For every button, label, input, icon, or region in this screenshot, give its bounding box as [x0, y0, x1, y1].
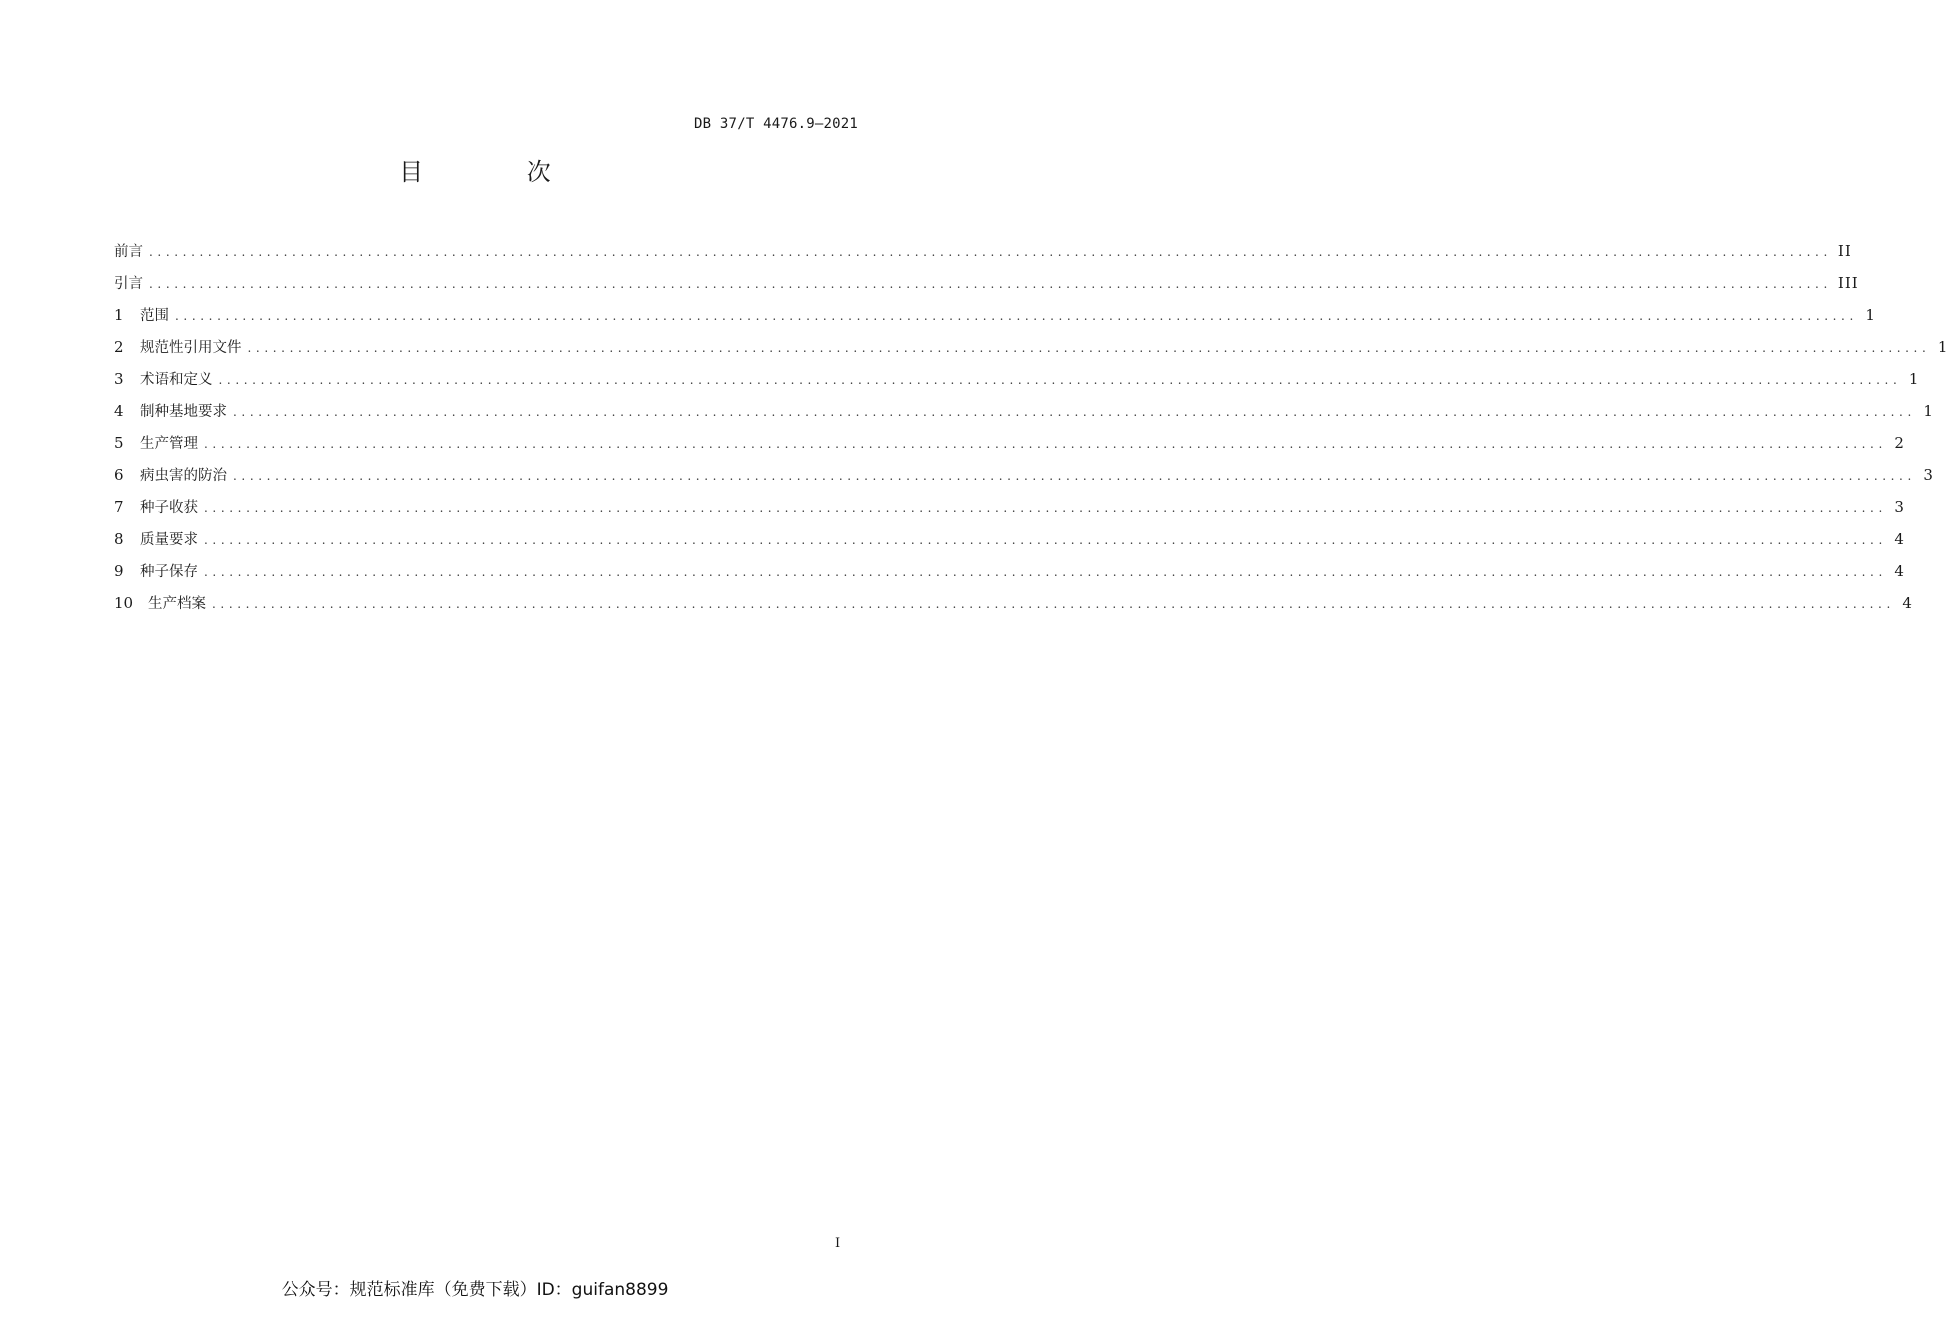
toc-entry[interactable]	[114, 464, 1934, 496]
toc-entry-number: 6	[114, 466, 124, 484]
footer-note: 公众号：规范标准库（免费下载）ID：guifan8899	[281, 1280, 669, 1300]
table-of-contents	[114, 240, 1948, 624]
toc-leader-dots: ........................................................................................................................................................................................................	[204, 565, 1887, 579]
toc-entry-label: 引言	[114, 276, 143, 292]
toc-leader-dots: ........................................................................................................................................................................................................	[218, 373, 1902, 387]
toc-entry[interactable]	[114, 528, 1905, 560]
toc-leader-dots: ........................................................................................................................................................................................................	[247, 341, 1931, 355]
toc-entry-page: 2	[1894, 434, 1905, 452]
toc-entry-page: 1	[1923, 402, 1934, 420]
toc-leader-dots: ........................................................................................................................................................................................................	[204, 437, 1887, 451]
toc-entry[interactable]	[114, 400, 1934, 432]
toc-entry-label: 病虫害的防治	[140, 468, 227, 484]
toc-entry[interactable]	[114, 336, 1948, 368]
toc-entry-number: 8	[114, 530, 124, 548]
toc-entry-number: 2	[114, 338, 124, 356]
toc-leader-dots: ........................................................................................................................................................................................................	[204, 501, 1887, 515]
toc-entry[interactable]	[114, 368, 1920, 400]
toc-entry-label: 范围	[140, 308, 169, 324]
toc-entry-number: 1	[114, 306, 124, 324]
toc-entry-number: 3	[114, 370, 124, 388]
toc-entry-number: 10	[114, 594, 134, 612]
toc-leader-dots: ........................................................................................................................................................................................................	[212, 597, 1895, 611]
toc-leader-dots: ........................................................................................................................................................................................................	[233, 469, 1916, 483]
toc-entry[interactable]	[114, 240, 1852, 272]
toc-leader-dots: ........................................................................................................................................................................................................	[175, 309, 1858, 323]
toc-entry-number: 5	[114, 434, 124, 452]
toc-entry-label: 生产档案	[148, 596, 206, 612]
toc-entry-label: 种子保存	[140, 564, 198, 580]
toc-entry-label: 种子收获	[140, 500, 198, 516]
toc-entry-page: 3	[1894, 498, 1905, 516]
toc-entry-number: 7	[114, 498, 124, 516]
toc-entry-page: 1	[1937, 338, 1948, 356]
toc-entry-label: 术语和定义	[140, 372, 213, 388]
toc-entry-label: 前言	[114, 244, 143, 260]
toc-entry[interactable]	[114, 432, 1905, 464]
toc-entry-page: II	[1837, 242, 1852, 260]
toc-entry-label: 生产管理	[140, 436, 198, 452]
toc-entry[interactable]	[114, 272, 1859, 304]
toc-leader-dots: ........................................................................................................................................................................................................	[149, 277, 1832, 291]
toc-entry[interactable]	[114, 496, 1905, 528]
toc-entry-page: 4	[1902, 594, 1913, 612]
toc-entry[interactable]	[114, 592, 1913, 624]
toc-entry-label: 规范性引用文件	[140, 340, 242, 356]
toc-entry-page: III	[1837, 274, 1859, 292]
toc-leader-dots: ........................................................................................................................................................................................................	[149, 245, 1832, 259]
toc-entry-page: 1	[1865, 306, 1876, 324]
toc-entry[interactable]	[114, 560, 1905, 592]
toc-entry-page: 4	[1894, 530, 1905, 548]
toc-entry-label: 制种基地要求	[140, 404, 227, 420]
toc-entry[interactable]	[114, 304, 1876, 336]
toc-entry-number: 4	[114, 402, 124, 420]
toc-entry-page: 4	[1894, 562, 1905, 580]
toc-leader-dots: ........................................................................................................................................................................................................	[204, 533, 1887, 547]
standard-code: DB 37/T 4476.9—2021	[694, 116, 858, 132]
toc-leader-dots: ........................................................................................................................................................................................................	[233, 405, 1916, 419]
page-title: 目 次	[399, 158, 599, 186]
toc-entry-number: 9	[114, 562, 124, 580]
toc-entry-page: 3	[1923, 466, 1934, 484]
toc-entry-page: 1	[1908, 370, 1920, 388]
toc-entry-label: 质量要求	[140, 532, 198, 548]
page-number: I	[835, 1236, 841, 1251]
